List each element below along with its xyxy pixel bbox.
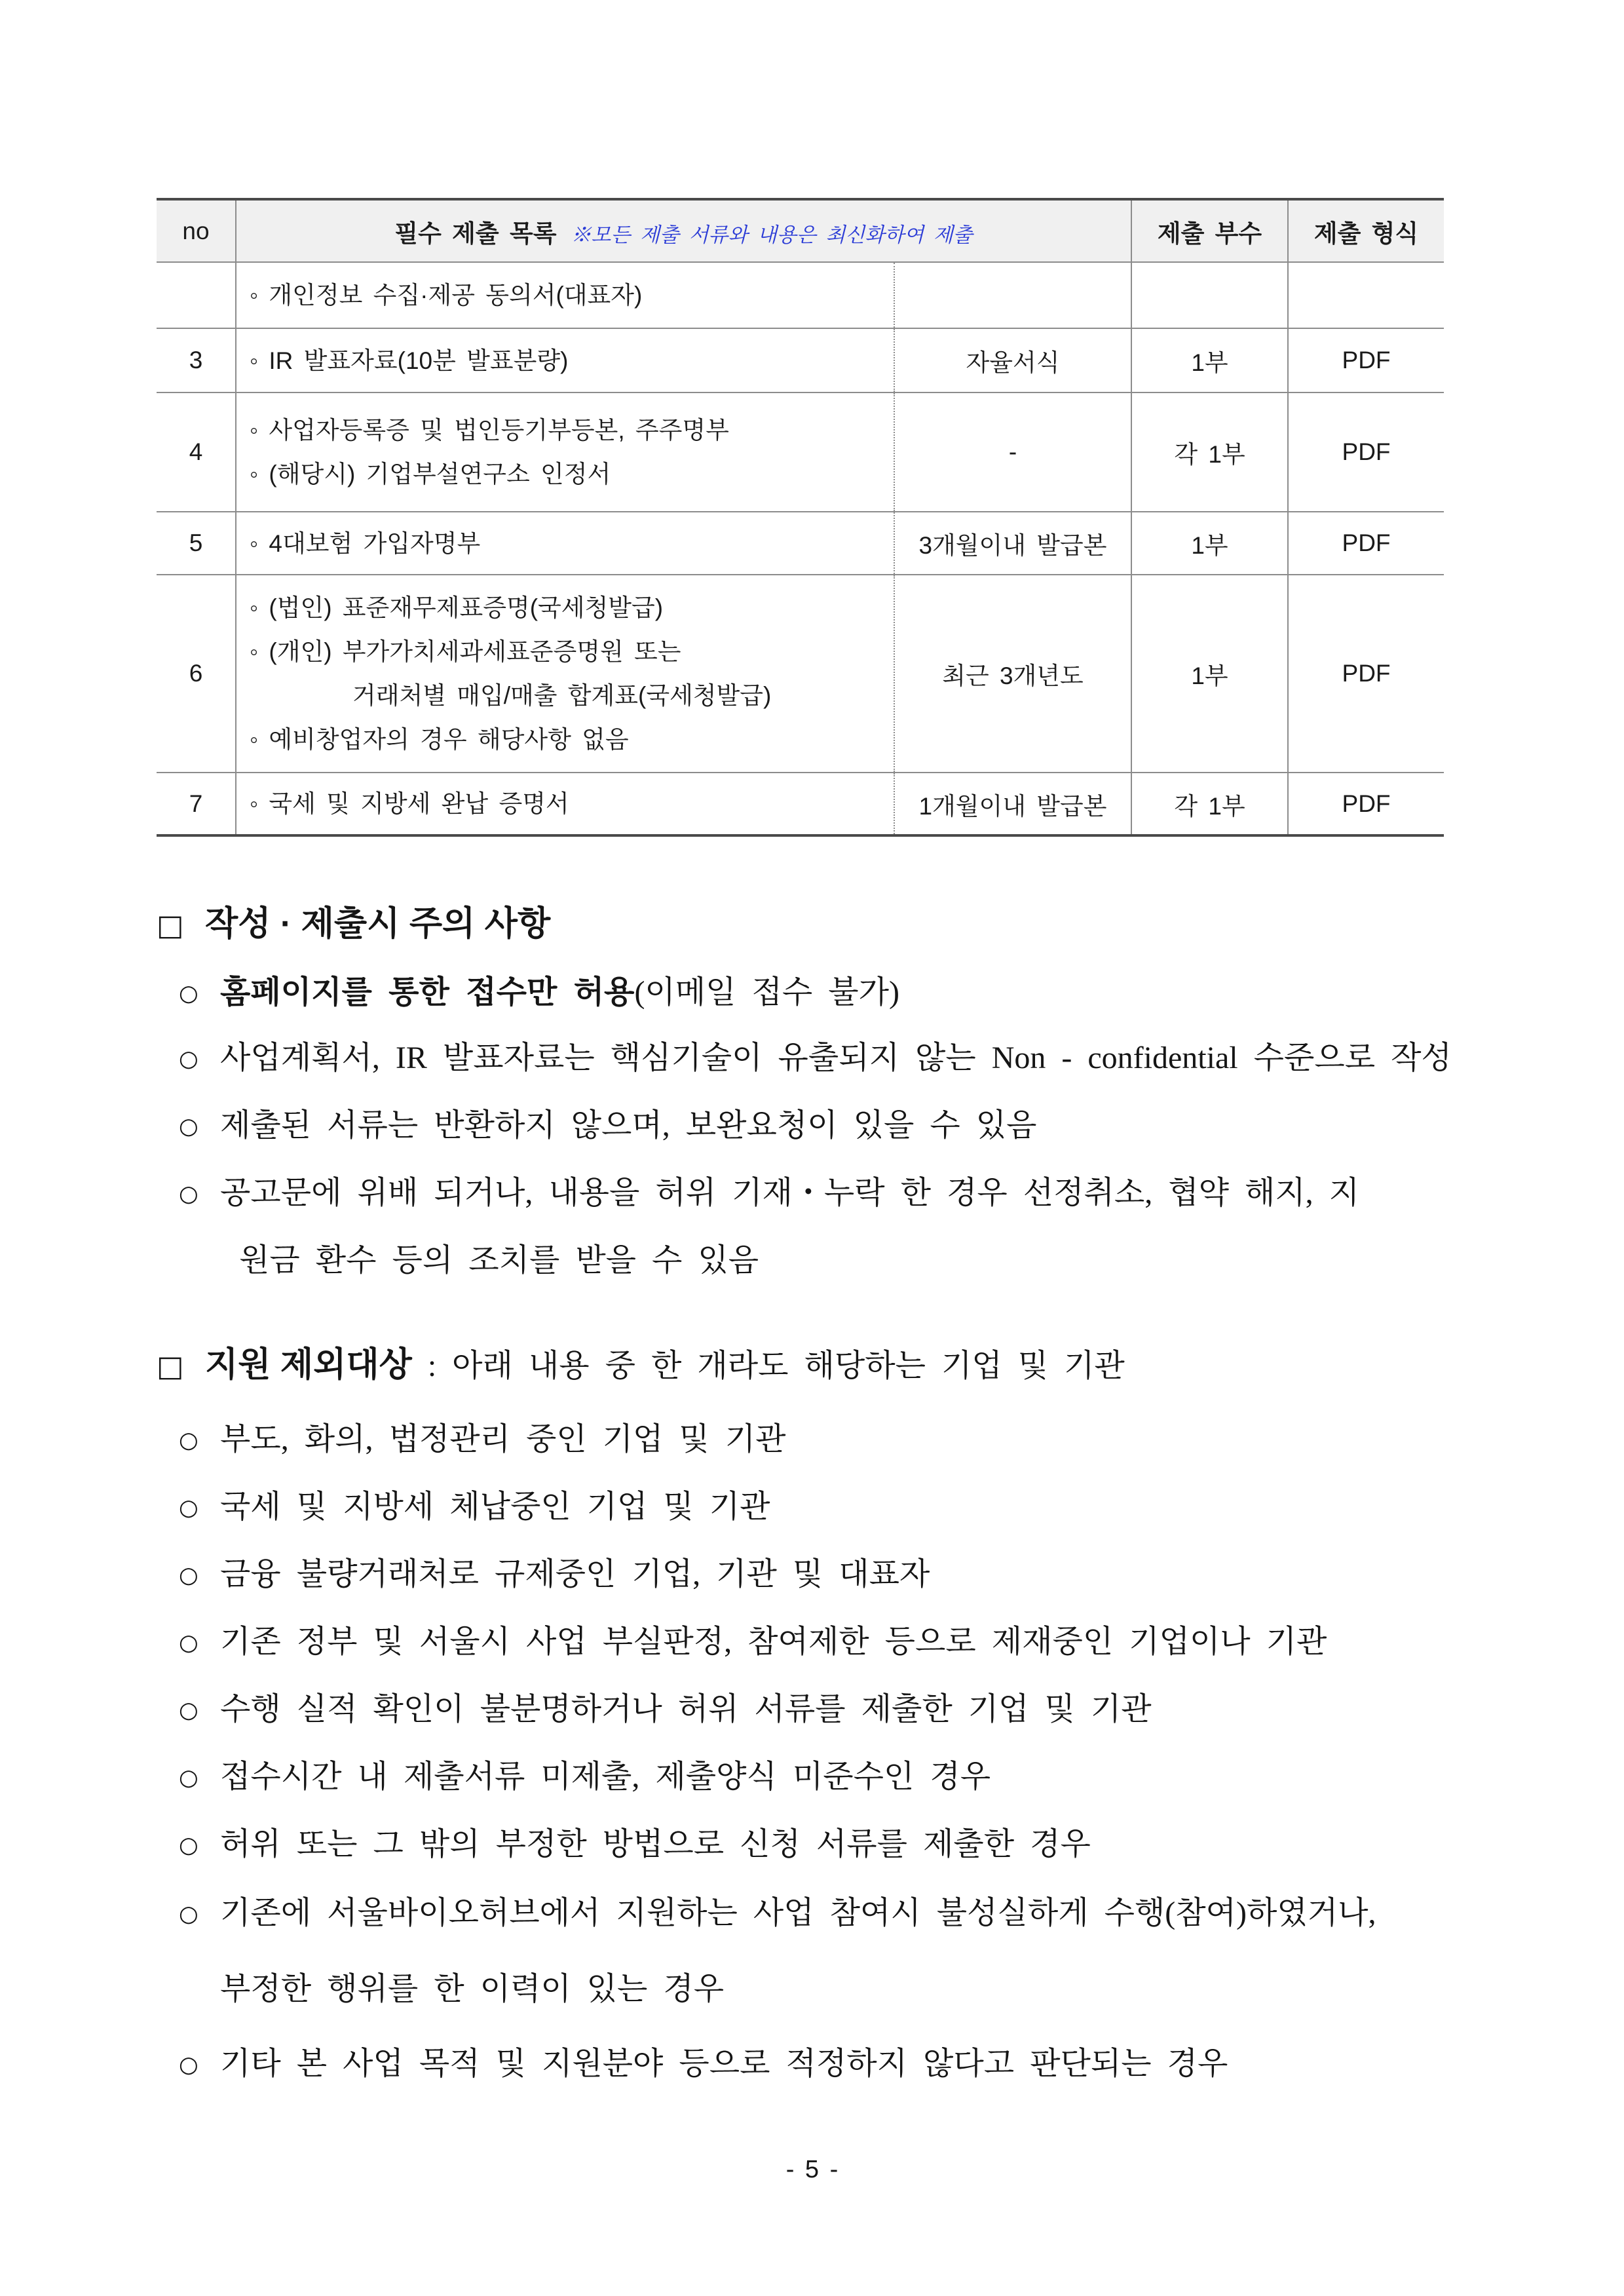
table-row	[157, 512, 1444, 575]
circle-bullet-icon: ○	[179, 980, 198, 1006]
row-format: PDF	[1288, 773, 1444, 835]
row-item-line: ◦ 개인정보 수집·제공 동의서(대표자)	[250, 282, 643, 309]
row-format: PDF	[1288, 575, 1444, 773]
exclusion-item-text: 기존 정부 및 서울시 사업 부실판정, 참여제한 등으로 제재중인 기업이나 기관	[220, 1624, 1327, 1659]
row-item-line: ◦ (개인) 부가가치세과세표준증명원 또는	[250, 638, 681, 665]
exclusion-item-text: 기존에 서울바이오허브에서 지원하는 사업 참여시 불성실하게 수행(참여)하였거나,	[220, 1896, 1376, 1930]
row-format	[1288, 262, 1444, 328]
notice-item-text: (이메일 접수 불가)	[634, 975, 899, 1010]
row-item-line: ◦ (법인) 표준재무제표증명(국세청발급)	[250, 594, 664, 621]
exclusion-item-text: 수행 실적 확인이 불분명하거나 허위 서류를 제출한 기업 및 기관	[220, 1692, 1152, 1727]
notice-item-text: 공고문에 위배 되거나, 내용을 허위 기재・누락 한 경우 선정취소, 협약 해지, 지	[220, 1176, 1360, 1210]
header-required-items	[236, 199, 1131, 262]
circle-bullet-icon: ○	[179, 1113, 198, 1139]
table-row	[157, 575, 1444, 773]
square-bullet-icon: □	[157, 909, 184, 942]
header-format: 제출 형식	[1288, 199, 1444, 262]
header-copies: 제출 부수	[1131, 199, 1288, 262]
exclusion-item-text: 금융 불량거래처로 규제중인 기업, 기관 및 대표자	[220, 1557, 930, 1592]
row-copies: 1부	[1131, 328, 1288, 392]
circle-bullet-icon: ○	[179, 1181, 198, 1207]
row-form: 1개월이내 발급본	[894, 773, 1131, 835]
circle-bullet-icon: ○	[179, 2052, 198, 2078]
notice-item-continued: 원금 환수 등의 조치를 받을 수 있음	[239, 1243, 759, 1278]
row-form	[894, 262, 1131, 328]
circle-bullet-icon: ○	[179, 1901, 198, 1927]
table-row	[157, 328, 1444, 392]
table-row	[157, 773, 1444, 835]
notice-item	[179, 1170, 1359, 1217]
row-copies: 각 1부	[1131, 392, 1288, 512]
header-no: no	[157, 199, 236, 262]
circle-bullet-icon: ○	[179, 1832, 198, 1858]
row-items	[236, 262, 894, 328]
exclusion-item	[179, 1754, 991, 1801]
exclusion-item-text: 기타 본 사업 목적 및 지원분야 등으로 적정하지 않다고 판단되는 경우	[220, 2046, 1228, 2081]
exclusion-item	[179, 1552, 930, 1598]
required-documents-table	[157, 198, 1444, 837]
notice-item	[179, 970, 899, 1016]
row-form: -	[894, 392, 1131, 512]
exclusion-item	[179, 1619, 1327, 1666]
row-items	[236, 773, 894, 835]
row-item-line: ◦ 예비창업자의 경우 해당사항 없음	[250, 726, 629, 753]
exclusion-title: 지원 제외대상	[205, 1346, 412, 1384]
notice-heading	[157, 898, 550, 959]
notice-item-emphasis: 홈페이지를 통한 접수만 허용	[220, 975, 635, 1010]
row-no: 5	[157, 512, 236, 575]
row-copies: 각 1부	[1131, 773, 1288, 835]
circle-bullet-icon: ○	[179, 1427, 198, 1453]
row-items	[236, 392, 894, 512]
circle-bullet-icon: ○	[179, 1630, 198, 1656]
square-bullet-icon: □	[157, 1350, 184, 1383]
row-item-line: ◦ 국세 및 지방세 완납 증명서	[250, 790, 569, 817]
notice-item	[179, 1035, 1452, 1082]
row-item-line: ◦ (해당시) 기업부설연구소 인정서	[250, 461, 611, 488]
row-format: PDF	[1288, 512, 1444, 575]
exclusion-item	[179, 2041, 1228, 2088]
exclusion-subtitle: : 아래 내용 중 한 개라도 해당하는 기업 및 기관	[427, 1349, 1125, 1383]
exclusion-item	[179, 1417, 786, 1463]
circle-bullet-icon: ○	[179, 1495, 198, 1521]
row-no: 7	[157, 773, 236, 835]
exclusion-heading	[157, 1339, 1125, 1400]
page-number: - 5 -	[785, 2156, 839, 2183]
header-required-items-label: 필수 제출 목록	[394, 220, 557, 247]
row-format: PDF	[1288, 328, 1444, 392]
notice-item-text: 사업계획서, IR 발표자료는 핵심기술이 유출되지 않는 Non - confidential 수준으로 작성	[220, 1041, 1452, 1075]
row-copies	[1131, 262, 1288, 328]
exclusion-item	[179, 1484, 770, 1531]
circle-bullet-icon: ○	[179, 1765, 198, 1791]
circle-bullet-icon: ○	[179, 1562, 198, 1588]
exclusion-item-text: 국세 및 지방세 체납중인 기업 및 기관	[220, 1489, 770, 1524]
row-no: 3	[157, 328, 236, 392]
header-update-note: ※모든 제출 서류와 내용은 최신화하여 제출	[571, 223, 973, 246]
exclusion-item	[179, 1687, 1152, 1733]
row-no: 4	[157, 392, 236, 512]
row-items	[236, 512, 894, 575]
row-no: 6	[157, 575, 236, 773]
row-form: 3개월이내 발급본	[894, 512, 1131, 575]
circle-bullet-icon: ○	[179, 1046, 198, 1072]
row-copies: 1부	[1131, 575, 1288, 773]
row-items	[236, 575, 894, 773]
row-items	[236, 328, 894, 392]
circle-bullet-icon: ○	[179, 1697, 198, 1723]
exclusion-item	[179, 1822, 1091, 1868]
exclusion-item-text: 허위 또는 그 밖의 부정한 방법으로 신청 서류를 제출한 경우	[220, 1827, 1091, 1862]
notice-title: 작성 · 제출시 주의 사항	[205, 905, 551, 943]
exclusion-item-text: 부도, 화의, 법정관리 중인 기업 및 기관	[220, 1422, 786, 1457]
notice-item	[179, 1103, 1036, 1149]
row-copies: 1부	[1131, 512, 1288, 575]
table-row	[157, 262, 1444, 328]
row-item-line: ◦ 사업자등록증 및 법인등기부등본, 주주명부	[250, 417, 729, 444]
row-form: 최근 3개년도	[894, 575, 1131, 773]
row-item-line: ◦ 4대보험 가입자명부	[250, 529, 481, 557]
row-item-line: ◦ IR 발표자료(10분 발표분량)	[250, 347, 569, 374]
exclusion-item-continued: 부정한 행위를 한 이력이 있는 경우	[220, 1972, 725, 2006]
table-row	[157, 392, 1444, 512]
row-item-line-continued: 거래처별 매입/매출 합계표(국세청발급)	[352, 682, 772, 709]
notice-item-text: 제출된 서류는 반환하지 않으며, 보완요청이 있을 수 있음	[220, 1108, 1037, 1143]
exclusion-item	[179, 1890, 1376, 1937]
row-no	[157, 262, 236, 328]
row-form: 자율서식	[894, 328, 1131, 392]
table-header-row	[157, 199, 1444, 262]
row-format: PDF	[1288, 392, 1444, 512]
exclusion-item-text: 접수시간 내 제출서류 미제출, 제출양식 미준수인 경우	[220, 1759, 991, 1794]
